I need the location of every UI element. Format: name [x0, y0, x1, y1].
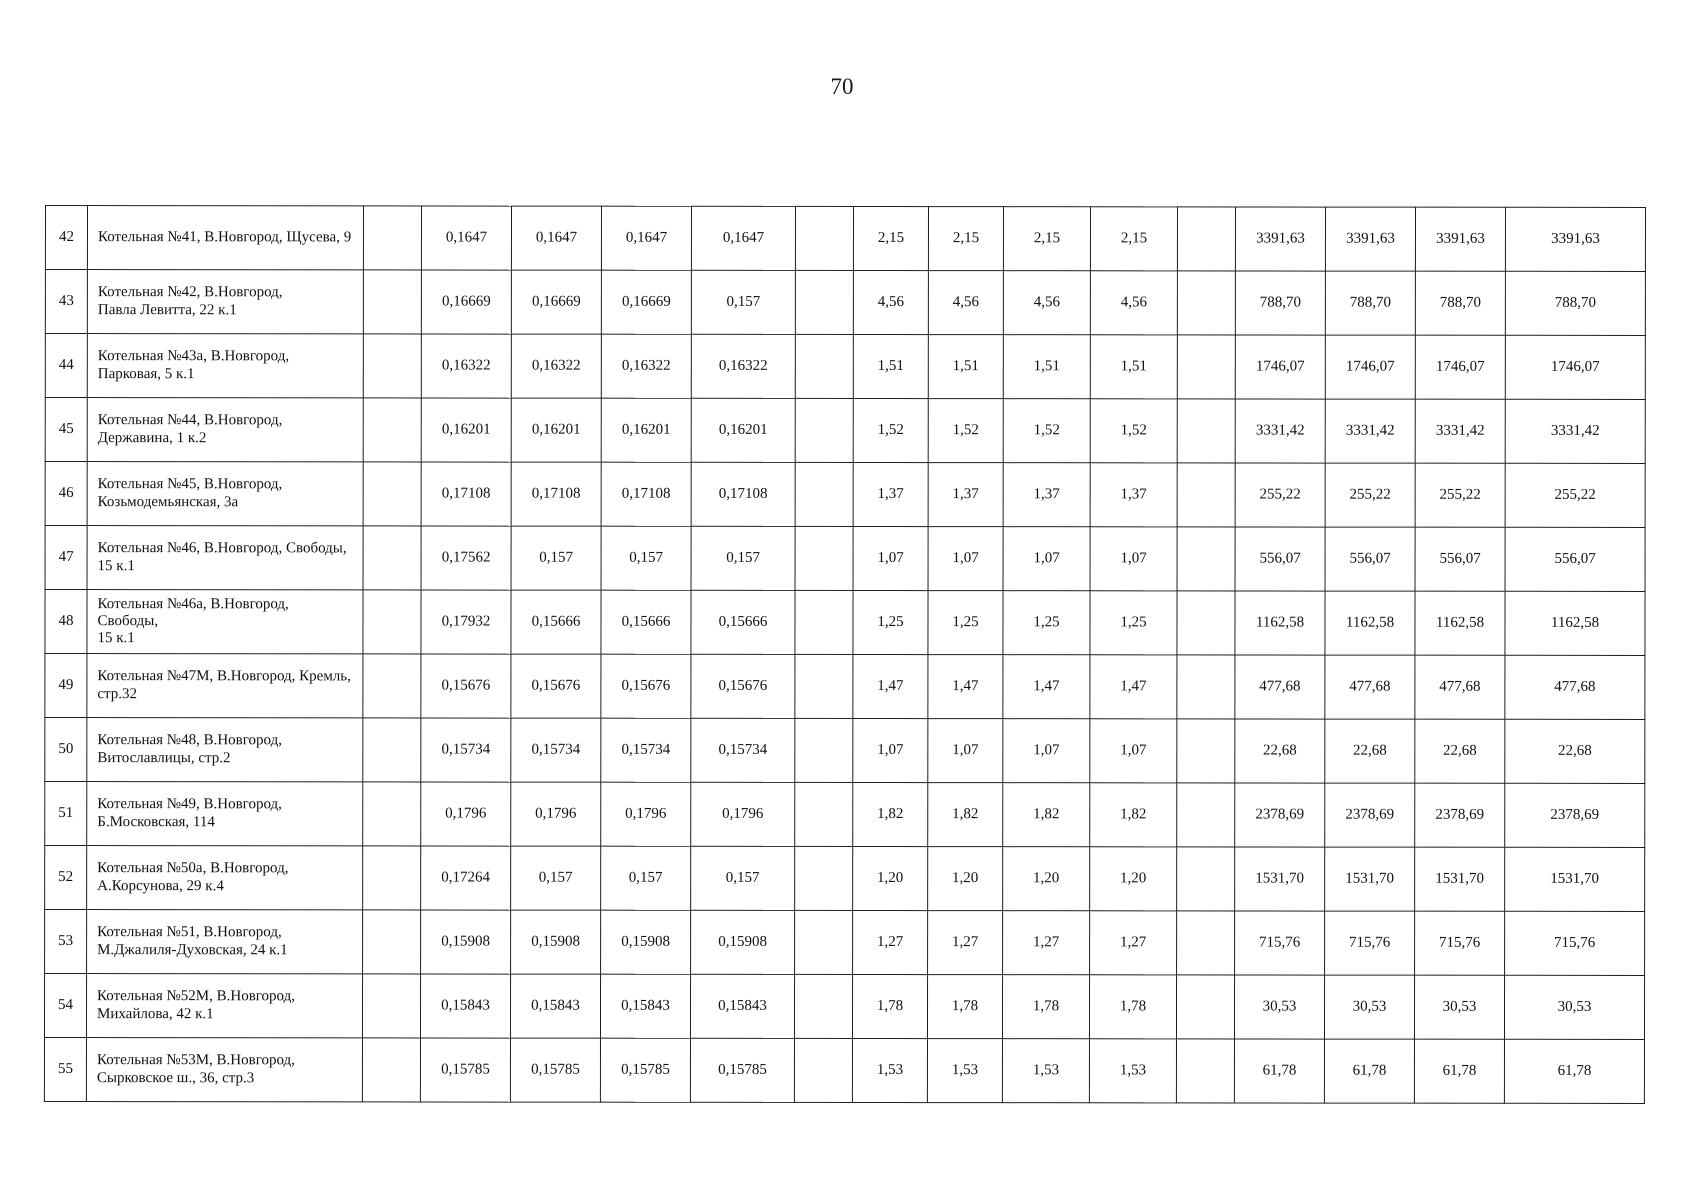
- boiler-name-line: Котельная №47М, В.Новгород, Кремль,: [97, 668, 351, 685]
- value-cell: 1,20: [1003, 847, 1090, 911]
- boiler-name-line: А.Корсунова, 29 к.4: [97, 877, 224, 894]
- boiler-name-cell: [87, 270, 363, 334]
- table-row: [45, 334, 1645, 400]
- value-cell: 22,68: [1325, 719, 1415, 783]
- value-cell: 0,16322: [691, 334, 795, 398]
- value-cell: 715,76: [1415, 911, 1505, 975]
- table-row: [45, 590, 1645, 656]
- empty-cell: [795, 526, 853, 590]
- value-cell: 0,157: [691, 526, 795, 590]
- boiler-name-line: Котельная №41, В.Новгород, Щусева, 9: [97, 228, 352, 246]
- value-cell: 0,1647: [691, 206, 795, 270]
- value-cell: 0,15843: [510, 974, 600, 1038]
- boiler-name-cell: [87, 910, 363, 974]
- empty-cell: [795, 270, 853, 334]
- value-cell: 255,22: [1325, 463, 1415, 527]
- empty-cell: [1177, 847, 1235, 911]
- row-number-cell: 49: [45, 654, 87, 718]
- value-cell: 0,1796: [601, 782, 691, 846]
- row-number-cell: 43: [45, 270, 87, 334]
- value-cell: 2378,69: [1505, 783, 1645, 847]
- empty-cell: [794, 1038, 852, 1102]
- value-cell: 1,82: [928, 783, 1003, 847]
- empty-cell: [1177, 911, 1235, 975]
- value-cell: 0,16669: [511, 270, 601, 334]
- table-row: [45, 782, 1645, 848]
- table-row: [45, 846, 1645, 912]
- value-cell: 1,47: [928, 655, 1003, 719]
- value-cell: 1746,07: [1235, 335, 1325, 399]
- value-cell: 0,15843: [600, 974, 690, 1038]
- row-number-cell: 50: [45, 718, 87, 782]
- boiler-name-line: Котельная №53М, В.Новгород,: [96, 1052, 295, 1069]
- value-cell: 1531,70: [1505, 847, 1645, 911]
- value-cell: 0,16201: [601, 398, 691, 462]
- value-cell: 1,51: [1003, 335, 1090, 399]
- value-cell: 1,07: [1090, 527, 1177, 591]
- value-cell: 1,27: [1090, 911, 1177, 975]
- row-number-cell: 45: [45, 398, 87, 462]
- boiler-name-line: 15 к.1: [97, 630, 135, 647]
- value-cell: 4,56: [1090, 271, 1177, 335]
- value-cell: 0,157: [511, 846, 601, 910]
- boiler-name-line: Державина, 1 к.2: [97, 429, 207, 446]
- boiler-name-line: Б.Московская, 114: [97, 813, 215, 830]
- value-cell: 1162,58: [1325, 591, 1415, 655]
- value-cell: 1,53: [1002, 1039, 1089, 1103]
- empty-cell: [363, 334, 421, 398]
- value-cell: 1746,07: [1325, 335, 1415, 399]
- empty-cell: [362, 1038, 420, 1102]
- empty-cell: [795, 590, 853, 654]
- boiler-name-line: Михайлова, 42 к.1: [97, 1005, 214, 1022]
- value-cell: 1531,70: [1415, 847, 1505, 911]
- table-row: [45, 526, 1645, 592]
- value-cell: 4,56: [928, 271, 1003, 335]
- value-cell: 0,16322: [511, 334, 601, 398]
- value-cell: 0,15908: [511, 910, 601, 974]
- empty-cell: [1177, 591, 1235, 655]
- boiler-name-cell: [87, 462, 363, 526]
- value-cell: 0,16669: [601, 270, 691, 334]
- row-number-cell: 44: [45, 334, 87, 398]
- value-cell: 0,157: [691, 270, 795, 334]
- empty-cell: [363, 270, 421, 334]
- empty-cell: [363, 782, 421, 846]
- value-cell: 4,56: [853, 270, 928, 334]
- value-cell: 1,52: [853, 398, 928, 462]
- value-cell: 0,15785: [690, 1038, 794, 1102]
- empty-cell: [362, 974, 420, 1038]
- row-number-cell: 47: [45, 526, 87, 590]
- value-cell: 556,07: [1505, 527, 1645, 591]
- value-cell: 0,15908: [691, 910, 795, 974]
- value-cell: 3391,63: [1415, 207, 1505, 271]
- value-cell: 0,15666: [601, 590, 691, 654]
- value-cell: 1,07: [853, 526, 928, 590]
- value-cell: 0,17108: [511, 462, 601, 526]
- empty-cell: [1177, 527, 1235, 591]
- boiler-name-line: Котельная №50а, В.Новгород,: [97, 860, 289, 877]
- value-cell: 1,51: [928, 335, 1003, 399]
- value-cell: 1,52: [1090, 399, 1177, 463]
- value-cell: 0,16322: [601, 334, 691, 398]
- row-number-cell: 52: [45, 846, 87, 910]
- empty-cell: [363, 206, 421, 270]
- row-number-cell: 55: [44, 1038, 86, 1102]
- value-cell: 2378,69: [1325, 783, 1415, 847]
- value-cell: 0,17562: [421, 526, 511, 590]
- empty-cell: [363, 398, 421, 462]
- value-cell: 0,1647: [601, 206, 691, 270]
- value-cell: 3391,63: [1505, 207, 1645, 271]
- value-cell: 3331,42: [1235, 399, 1325, 463]
- value-cell: 3391,63: [1235, 207, 1325, 271]
- empty-cell: [795, 462, 853, 526]
- value-cell: 1,37: [853, 462, 928, 526]
- value-cell: 1,20: [853, 846, 928, 910]
- value-cell: 1,82: [1003, 783, 1090, 847]
- value-cell: 3331,42: [1505, 399, 1645, 463]
- value-cell: 0,1796: [511, 782, 601, 846]
- value-cell: 556,07: [1415, 527, 1505, 591]
- value-cell: 255,22: [1235, 463, 1325, 527]
- value-cell: 1531,70: [1325, 847, 1415, 911]
- empty-cell: [795, 334, 853, 398]
- value-cell: 0,15785: [600, 1038, 690, 1102]
- empty-cell: [1177, 399, 1235, 463]
- boiler-name-cell: [86, 1038, 362, 1102]
- value-cell: 61,78: [1414, 1039, 1504, 1103]
- value-cell: 1162,58: [1505, 591, 1645, 655]
- boiler-table: [44, 205, 1646, 1104]
- empty-cell: [363, 910, 421, 974]
- empty-cell: [794, 974, 852, 1038]
- value-cell: 477,68: [1505, 655, 1645, 719]
- boiler-name-line: Котельная №52М, В.Новгород,: [97, 988, 296, 1005]
- value-cell: 1,47: [853, 654, 928, 718]
- value-cell: 1,52: [928, 399, 1003, 463]
- value-cell: 61,78: [1234, 1039, 1324, 1103]
- value-cell: 0,16201: [511, 398, 601, 462]
- value-cell: 0,157: [691, 846, 795, 910]
- value-cell: 1746,07: [1505, 335, 1645, 399]
- table-row: [45, 270, 1645, 336]
- row-number-cell: 51: [45, 782, 87, 846]
- value-cell: 30,53: [1414, 975, 1504, 1039]
- value-cell: 0,17932: [421, 590, 511, 654]
- value-cell: 0,15734: [421, 718, 511, 782]
- value-cell: 0,17108: [421, 462, 511, 526]
- table-row: [44, 1038, 1644, 1104]
- value-cell: 0,157: [601, 526, 691, 590]
- table-row: [45, 718, 1645, 784]
- value-cell: 0,15676: [511, 654, 601, 718]
- value-cell: 1,20: [928, 847, 1003, 911]
- empty-cell: [795, 846, 853, 910]
- value-cell: 788,70: [1505, 271, 1645, 335]
- value-cell: 0,15785: [510, 1038, 600, 1102]
- value-cell: 0,15843: [690, 974, 794, 1038]
- empty-cell: [363, 846, 421, 910]
- empty-cell: [1177, 335, 1235, 399]
- value-cell: 1,20: [1090, 847, 1177, 911]
- boiler-name-cell: [87, 590, 363, 654]
- boiler-name-line: Котельная №51, В.Новгород,: [97, 924, 282, 941]
- value-cell: 1,27: [853, 910, 928, 974]
- value-cell: 0,15666: [511, 590, 601, 654]
- value-cell: 0,16201: [691, 398, 795, 462]
- empty-cell: [795, 910, 853, 974]
- value-cell: 788,70: [1325, 271, 1415, 335]
- boiler-name-cell: [86, 974, 362, 1038]
- value-cell: 1,37: [1003, 463, 1090, 527]
- empty-cell: [1176, 1039, 1234, 1103]
- boiler-name-cell: [87, 206, 363, 270]
- row-number-cell: 46: [45, 462, 87, 526]
- value-cell: 1,07: [1003, 719, 1090, 783]
- value-cell: 0,16669: [421, 270, 511, 334]
- value-cell: 0,15734: [601, 718, 691, 782]
- row-number-cell: 53: [45, 910, 87, 974]
- value-cell: 22,68: [1415, 719, 1505, 783]
- table-row: [45, 462, 1645, 528]
- empty-cell: [1177, 783, 1235, 847]
- value-cell: 0,15908: [421, 910, 511, 974]
- table-row: [45, 206, 1645, 272]
- table-row: [45, 398, 1645, 464]
- empty-cell: [363, 718, 421, 782]
- empty-cell: [1177, 719, 1235, 783]
- value-cell: 1162,58: [1415, 591, 1505, 655]
- table-row: [45, 910, 1645, 976]
- value-cell: 1,52: [1003, 399, 1090, 463]
- value-cell: 255,22: [1415, 463, 1505, 527]
- value-cell: 61,78: [1324, 1039, 1414, 1103]
- value-cell: 2378,69: [1235, 783, 1325, 847]
- value-cell: 30,53: [1504, 975, 1644, 1039]
- empty-cell: [1177, 207, 1235, 271]
- empty-cell: [795, 718, 853, 782]
- value-cell: 0,15734: [691, 718, 795, 782]
- value-cell: 1,07: [1003, 527, 1090, 591]
- value-cell: 0,16201: [421, 398, 511, 462]
- boiler-name-line: Котельная №46а, В.Новгород, Свободы,: [97, 595, 289, 630]
- empty-cell: [363, 526, 421, 590]
- value-cell: 1,25: [1090, 591, 1177, 655]
- value-cell: 715,76: [1325, 911, 1415, 975]
- value-cell: 1,07: [928, 719, 1003, 783]
- empty-cell: [795, 654, 853, 718]
- value-cell: 1,47: [1090, 655, 1177, 719]
- boiler-name-line: Парковая, 5 к.1: [97, 365, 195, 382]
- value-cell: 1,78: [852, 974, 927, 1038]
- value-cell: 1,25: [928, 591, 1003, 655]
- value-cell: 1162,58: [1235, 591, 1325, 655]
- value-cell: 1,37: [928, 463, 1003, 527]
- boiler-name-line: Котельная №45, В.Новгород,: [97, 476, 283, 493]
- value-cell: 30,53: [1234, 975, 1324, 1039]
- boiler-name-cell: [87, 718, 363, 782]
- value-cell: 0,17108: [601, 462, 691, 526]
- value-cell: 1,25: [853, 590, 928, 654]
- value-cell: 1,27: [928, 911, 1003, 975]
- boiler-name-line: 15 к.1: [97, 557, 135, 574]
- empty-cell: [363, 654, 421, 718]
- value-cell: 0,15785: [420, 1038, 510, 1102]
- value-cell: 1,51: [1090, 335, 1177, 399]
- value-cell: 1,53: [1089, 1039, 1176, 1103]
- value-cell: 1,82: [853, 782, 928, 846]
- value-cell: 0,15676: [691, 654, 795, 718]
- table-row: [45, 654, 1645, 720]
- value-cell: 715,76: [1505, 911, 1645, 975]
- value-cell: 0,15908: [601, 910, 691, 974]
- value-cell: 2,15: [853, 206, 928, 270]
- value-cell: 3331,42: [1415, 399, 1505, 463]
- value-cell: 0,15666: [691, 590, 795, 654]
- value-cell: 0,1647: [421, 206, 511, 270]
- value-cell: 4,56: [1003, 271, 1090, 335]
- value-cell: 3331,42: [1325, 399, 1415, 463]
- value-cell: 2,15: [1003, 207, 1090, 271]
- empty-cell: [1177, 463, 1235, 527]
- value-cell: 1746,07: [1415, 335, 1505, 399]
- boiler-name-line: Котельная №43а, В.Новгород,: [97, 348, 290, 365]
- value-cell: 0,15676: [601, 654, 691, 718]
- boiler-name-cell: [87, 782, 363, 846]
- value-cell: 1,25: [1003, 591, 1090, 655]
- boiler-name-cell: [87, 654, 363, 718]
- empty-cell: [1176, 975, 1234, 1039]
- boiler-name-cell: [87, 398, 363, 462]
- value-cell: 0,15676: [421, 654, 511, 718]
- boiler-name-line: Павла Левитта, 22 к.1: [97, 301, 237, 318]
- value-cell: 0,15734: [511, 718, 601, 782]
- value-cell: 0,17264: [421, 846, 511, 910]
- boiler-name-line: Котельная №42, В.Новгород,: [97, 284, 283, 301]
- boiler-name-line: Сырковское ш., 36, стр.3: [96, 1069, 255, 1086]
- value-cell: 1531,70: [1235, 847, 1325, 911]
- value-cell: 2378,69: [1415, 783, 1505, 847]
- row-number-cell: 48: [45, 590, 87, 654]
- value-cell: 1,37: [1090, 463, 1177, 527]
- value-cell: 22,68: [1235, 719, 1325, 783]
- value-cell: 1,53: [852, 1038, 927, 1102]
- value-cell: 0,1647: [511, 206, 601, 270]
- value-cell: 1,78: [927, 975, 1002, 1039]
- empty-cell: [363, 590, 421, 654]
- row-number-cell: 54: [44, 974, 86, 1038]
- value-cell: 0,1796: [691, 782, 795, 846]
- value-cell: 1,07: [853, 718, 928, 782]
- empty-cell: [363, 462, 421, 526]
- boiler-name-cell: [87, 846, 363, 910]
- empty-cell: [795, 398, 853, 462]
- value-cell: 1,78: [1089, 975, 1176, 1039]
- value-cell: 1,07: [1090, 719, 1177, 783]
- value-cell: 0,17108: [691, 462, 795, 526]
- empty-cell: [1177, 271, 1235, 335]
- value-cell: 1,51: [853, 334, 928, 398]
- value-cell: 788,70: [1415, 271, 1505, 335]
- value-cell: 1,53: [927, 1039, 1002, 1103]
- value-cell: 715,76: [1235, 911, 1325, 975]
- boiler-name-line: Витославлицы, стр.2: [97, 749, 231, 766]
- boiler-name-line: Котельная №46, В.Новгород, Свободы,: [97, 540, 347, 557]
- value-cell: 477,68: [1235, 655, 1325, 719]
- boiler-name-line: М.Джалиля-Духовская, 24 к.1: [97, 941, 288, 958]
- boiler-name-line: стр.32: [97, 685, 138, 702]
- value-cell: 1,82: [1090, 783, 1177, 847]
- value-cell: 2,15: [1090, 207, 1177, 271]
- value-cell: 1,27: [1003, 911, 1090, 975]
- empty-cell: [795, 206, 853, 270]
- value-cell: 0,15843: [420, 974, 510, 1038]
- value-cell: 1,47: [1003, 655, 1090, 719]
- value-cell: 0,16322: [421, 334, 511, 398]
- row-number-cell: 42: [45, 206, 87, 270]
- empty-cell: [795, 782, 853, 846]
- boiler-name-line: Котельная №49, В.Новгород,: [97, 796, 282, 813]
- page-number: 70: [830, 74, 854, 99]
- boiler-name-line: Котельная №48, В.Новгород,: [97, 732, 283, 749]
- boiler-name-line: Козьмодемьянская, 3а: [97, 493, 239, 510]
- value-cell: 255,22: [1505, 463, 1645, 527]
- value-cell: 0,157: [511, 526, 601, 590]
- value-cell: 2,15: [928, 207, 1003, 271]
- value-cell: 1,78: [1002, 975, 1089, 1039]
- value-cell: 788,70: [1235, 271, 1325, 335]
- value-cell: 1,07: [928, 527, 1003, 591]
- value-cell: 556,07: [1235, 527, 1325, 591]
- table-row: [44, 974, 1644, 1040]
- value-cell: 0,1796: [421, 782, 511, 846]
- value-cell: 30,53: [1324, 975, 1414, 1039]
- boiler-name-line: Котельная №44, В.Новгород,: [97, 412, 283, 429]
- boiler-name-cell: [87, 334, 363, 398]
- value-cell: 0,157: [601, 846, 691, 910]
- value-cell: 22,68: [1505, 719, 1645, 783]
- value-cell: 477,68: [1325, 655, 1415, 719]
- value-cell: 3391,63: [1325, 207, 1415, 271]
- value-cell: 477,68: [1415, 655, 1505, 719]
- value-cell: 61,78: [1504, 1039, 1644, 1103]
- value-cell: 556,07: [1325, 527, 1415, 591]
- boiler-name-cell: [87, 526, 363, 590]
- empty-cell: [1177, 655, 1235, 719]
